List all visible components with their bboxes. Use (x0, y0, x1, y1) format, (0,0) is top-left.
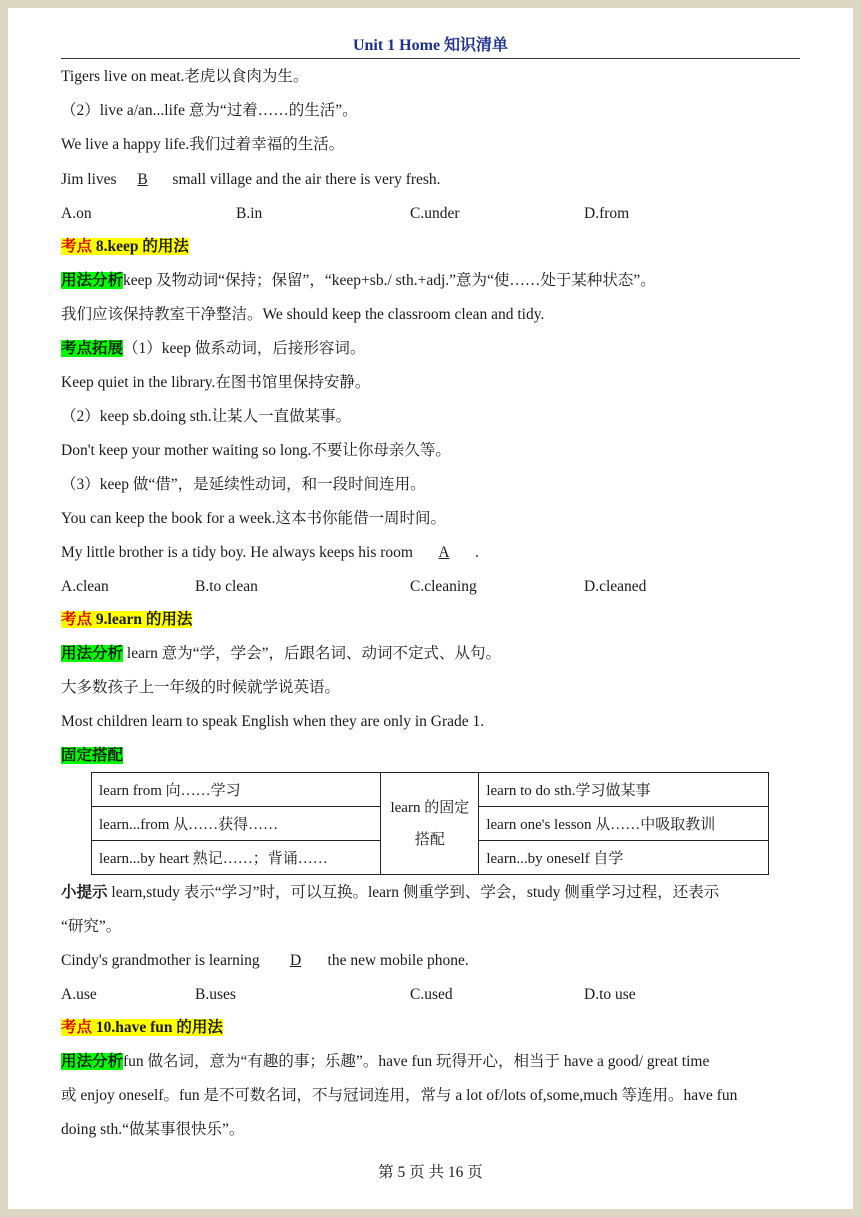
text-line: 我们应该保持教室干净整洁。We should keep the classroom clean and tidy. (61, 306, 545, 323)
header-divider (61, 58, 800, 59)
usage-text: fun 做名词，意为“有趣的事；乐趣”。have fun 玩得开心，相当于 have a good/ great time (123, 1053, 710, 1070)
text-line: 或 enjoy oneself。fun 是不可数名词，不与冠词连用，常与 a lot of/lots of,some,much 等连用。have fun (61, 1087, 738, 1104)
question-2-options (61, 576, 800, 598)
fixed-tag: 固定搭配 (61, 747, 124, 764)
text-line: Tigers live on meat.老虎以食肉为生。 (61, 68, 309, 85)
section-title: 10.have fun 的用法 (92, 1019, 223, 1036)
option: D.to use (584, 986, 636, 1003)
table-cell: learn to do sth.学习做某事 (479, 773, 769, 807)
usage-line (61, 1051, 709, 1073)
document-page (8, 8, 853, 1209)
question-text: Jim lives (61, 171, 117, 188)
usage-tag: 用法分析 (61, 645, 124, 662)
option: A.clean (61, 578, 109, 595)
table-cell: learn one's lesson 从……中吸取教训 (479, 807, 769, 841)
section-heading-8 (61, 236, 189, 258)
option: D.cleaned (584, 578, 647, 595)
page-footer: 第 5 页 共 16 页 (378, 1164, 483, 1181)
text-line: You can keep the book for a week.这本书你能借一周时间。 (61, 510, 447, 527)
text-line: Don't keep your mother waiting so long.不要让你母亲久等。 (61, 442, 451, 459)
answer-blank: A (438, 544, 450, 561)
text-line: Most children learn to speak English when they are only in Grade 1. (61, 713, 485, 730)
question-text: My little brother is a tidy boy. He always keeps his room (61, 544, 413, 561)
text-line: （2）keep sb.doing sth.让某人一直做某事。 (61, 408, 352, 425)
section-heading-10 (61, 1017, 223, 1039)
extension-line (61, 338, 365, 360)
fixed-collocation-heading (61, 745, 123, 767)
question-2 (61, 542, 479, 564)
option: C.cleaning (410, 578, 477, 595)
table-cell: learn from 向……学习 (92, 773, 381, 807)
section-title: 8.keep 的用法 (92, 238, 189, 255)
question-text: Cindy's grandmother is learning (61, 952, 264, 969)
section-heading-9 (61, 609, 192, 631)
question-text: the new mobile phone. (327, 952, 469, 969)
usage-line (61, 270, 656, 292)
collocation-table (91, 772, 769, 875)
text-line: “研究”。 (61, 918, 122, 935)
section-label: 考点 (61, 611, 93, 628)
option: C.used (410, 986, 453, 1003)
option: B.in (236, 205, 263, 222)
usage-text: learn 意为“学，学会”，后跟名词、动词不定式、从句。 (123, 645, 502, 662)
question-3 (61, 950, 469, 972)
section-title-highlight (61, 1019, 223, 1036)
usage-tag: 用法分析 (61, 1053, 124, 1070)
section-title-highlight (61, 238, 189, 255)
section-title: 9.learn 的用法 (92, 611, 193, 628)
answer-blank: B (137, 171, 148, 188)
option: B.uses (195, 986, 236, 1003)
section-title-highlight (61, 611, 192, 628)
usage-line (61, 643, 501, 665)
question-1 (61, 169, 441, 191)
extension-text: （1）keep 做系动词，后接形容词。 (123, 340, 366, 357)
option: A.on (61, 205, 92, 222)
question-text: . (475, 544, 479, 561)
option: A.use (61, 986, 97, 1003)
question-text: small village and the air there is very fresh. (168, 171, 441, 188)
table-cell: learn...by heart 熟记……；背诵…… (92, 841, 381, 875)
text-line: 大多数孩子上一年级的时候就学说英语。 (61, 679, 341, 696)
usage-tag: 用法分析 (61, 272, 124, 289)
section-label: 考点 (61, 238, 93, 255)
option: B.to clean (195, 578, 258, 595)
text-line: We live a happy life.我们过着幸福的生活。 (61, 136, 345, 153)
table-cell-middle: learn 的固定搭配 (381, 773, 479, 875)
table-cell: learn...from 从……获得…… (92, 807, 381, 841)
table-cell: learn...by oneself 自学 (479, 841, 769, 875)
page-header-title: Unit 1 Home 知识清单 (352, 37, 509, 54)
text-line: （2）live a/an...life 意为“过着……的生活”。 (61, 102, 358, 119)
usage-text: keep 及物动词“保持；保留”，“keep+sb./ sth.+adj.”意为“使……处于某种状态”。 (123, 272, 656, 289)
option: C.under (410, 205, 460, 222)
tip-text: learn,study 表示“学习”时，可以互换。learn 侧重学到、学会，study 侧重学习过程，还表示 (107, 884, 720, 901)
answer-blank: D (289, 952, 302, 969)
text-line: （3）keep 做“借”，是延续性动词，和一段时间连用。 (61, 476, 426, 493)
section-label: 考点 (61, 1019, 93, 1036)
extension-tag: 考点拓展 (61, 340, 124, 357)
text-line: Keep quiet in the library.在图书馆里保持安静。 (61, 374, 371, 391)
question-1-options (61, 203, 800, 225)
option: D.from (584, 205, 630, 222)
text-line: doing sth.“做某事很快乐”。 (61, 1121, 245, 1138)
question-3-options (61, 984, 800, 1006)
tip-tag: 小提示 (61, 884, 108, 901)
tip-line (61, 882, 719, 904)
table-row (92, 773, 769, 807)
